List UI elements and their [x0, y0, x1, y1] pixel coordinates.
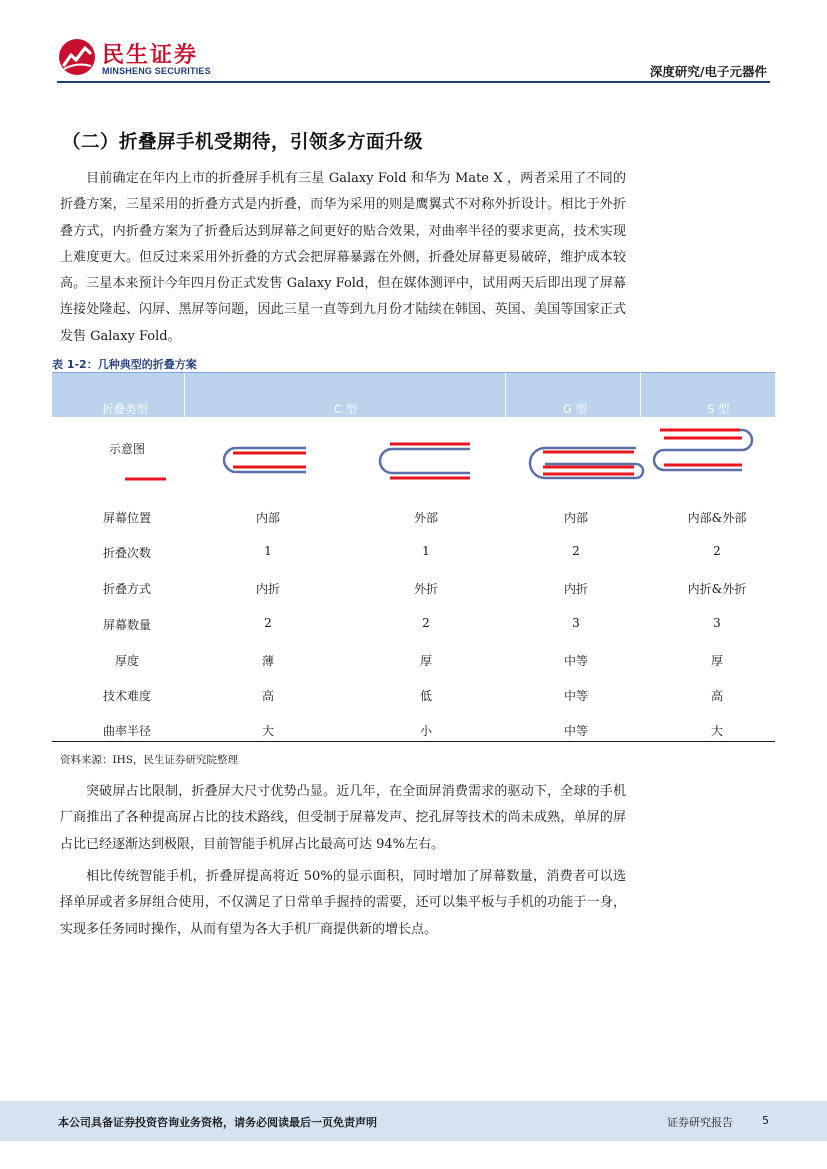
- s-fold-diagram: [654, 430, 752, 470]
- cell-c-outer: 2: [422, 616, 430, 630]
- cell-s: 厚: [710, 654, 724, 668]
- cell-g: 中等: [563, 654, 589, 668]
- cell-c-inner: 2: [264, 616, 272, 630]
- row-label: 曲率半径: [102, 724, 152, 738]
- cell-c-outer: 1: [422, 544, 430, 558]
- cell-s: 2: [713, 544, 721, 558]
- paragraph-display-area: 相比传统智能手机，折叠屏提高将近 50%的显示面积，同时增加了屏幕数量，消费者可以选择单屏或者多屏组合使用，不仅满足了日常单手握持的需要，还可以集平板与手机的功能于一身，实现多任务同时操作，从而有望为各大手机厂商提供新的增长点。: [60, 869, 626, 937]
- row-label: 屏幕数量: [102, 618, 152, 632]
- cell-c-inner: 内部: [255, 511, 281, 525]
- footer-disclaimer: 本公司具备证券投资咨询业务资格，请务必阅读最后一页免责声明: [58, 1116, 377, 1129]
- cell-c-outer: 外折: [413, 582, 439, 596]
- row-label: 屏幕位置: [102, 511, 152, 525]
- cell-s: 大: [710, 724, 724, 738]
- paragraph-screen-ratio: 突破屏占比限制，折叠屏大尺寸优势凸显。近几年，在全面屏消费需求的驱动下，全球的手机厂商推出了各种提高屏占比的技术路线，但受制于屏幕发声、挖孔屏等技术的尚未成熟，单屏的屏占比已经逐渐达到极限，目前智能手机屏占比最高可达 94%左右。: [60, 784, 626, 852]
- header-s-type: S 型: [707, 402, 730, 416]
- cell-c-inner: 大: [261, 724, 275, 738]
- paragraph-foldable-schemes: 目前确定在年内上市的折叠屏手机有三星 Galaxy Fold 和华为 Mate X ，两者采用了不同的折叠方案，三星采用的折叠方式是内折叠，而华为采用的则是鹰翼式不对称外折设计。相比于外折叠方式，内折叠方案为了折叠后达到屏幕之间更好的贴合效果，对曲率半径的要求更高，技术实现上难度更大。但反过来采用外折叠的方式会把屏幕暴露在外侧，折叠处屏幕更易破碎，维护成本较高。三星本来预计今年四月份正式发售 Galaxy Fold，但在媒体测评中，试用两天后即出现了屏幕连接处隆起、闪屏、黑屏等问题，因此三星一直等到九月份才陆续在韩国、英国、美国等国家正式发售 Galaxy Fold。: [60, 171, 626, 344]
- cell-c-outer: 厚: [419, 654, 433, 668]
- cell-c-outer: 外部: [413, 511, 439, 525]
- table-bottom-border: [52, 741, 775, 742]
- cell-c-inner: 薄: [261, 654, 275, 668]
- row-label: 折叠次数: [102, 546, 152, 560]
- row-label: 厚度: [114, 654, 140, 668]
- diagram-row-label: 示意图: [108, 442, 146, 456]
- table-caption: 表 1-2：几种典型的折叠方案: [52, 358, 197, 371]
- report-category: 深度研究/电子元器件: [649, 64, 767, 79]
- table-source-note: 资料来源：IHS，民生证券研究院整理: [60, 754, 238, 766]
- c-outer-fold-diagram: [380, 444, 470, 478]
- row-label: 技术难度: [102, 689, 152, 703]
- brand-name-cn: 民生证券: [102, 43, 199, 68]
- g-fold-diagram: [530, 448, 643, 478]
- brand-name-en: MINSHENG SECURITIES: [102, 66, 211, 76]
- cell-g: 中等: [563, 689, 589, 703]
- cell-s: 内部&外部: [687, 511, 747, 525]
- cell-g: 内部: [563, 511, 589, 525]
- header-g-type: G 型: [563, 402, 588, 416]
- header-c-type: C 型: [334, 402, 358, 416]
- c-inner-fold-diagram: [224, 448, 306, 472]
- cell-c-outer: 小: [419, 724, 433, 738]
- cell-g: 3: [572, 616, 580, 630]
- cell-c-inner: 1: [264, 544, 272, 558]
- cell-c-inner: 内折: [255, 582, 281, 596]
- cell-s: 内折&外折: [687, 582, 747, 596]
- page-footer: [0, 1101, 827, 1141]
- cell-g: 2: [572, 544, 580, 558]
- hinge-curve: [380, 449, 470, 473]
- section-title: （二）折叠屏手机受期待，引领多方面升级: [62, 132, 424, 153]
- header-fold-type: 折叠类型: [102, 402, 148, 416]
- row-label: 折叠方式: [102, 582, 152, 596]
- cell-g: 中等: [563, 724, 589, 738]
- cell-s: 3: [713, 616, 721, 630]
- cell-c-inner: 高: [261, 689, 275, 703]
- page-number: 5: [762, 1114, 769, 1127]
- cell-g: 内折: [563, 582, 589, 596]
- fold-diagrams: [0, 0, 827, 500]
- cell-s: 高: [710, 689, 724, 703]
- cell-c-outer: 低: [419, 689, 433, 703]
- footer-doc-type: 证券研究报告: [667, 1116, 733, 1129]
